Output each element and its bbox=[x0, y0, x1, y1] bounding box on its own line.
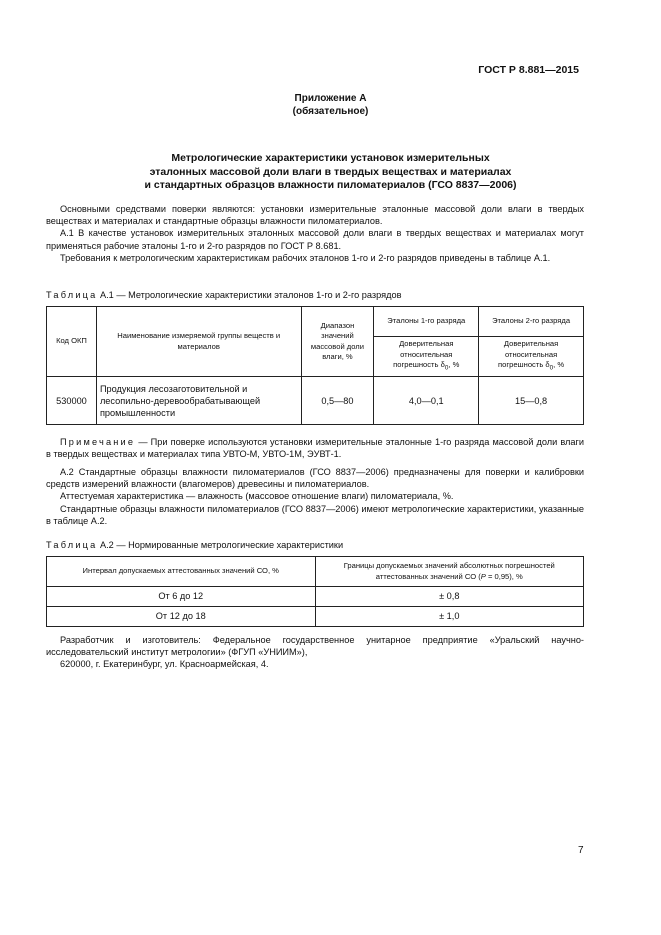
appendix-title: Приложение А bbox=[294, 93, 367, 104]
appendix-status: (обязательное) bbox=[292, 106, 369, 117]
table-a1 bbox=[46, 306, 584, 425]
paragraph: 620000, г. Екатеринбург, ул. Красноармейская, 4. bbox=[60, 659, 269, 670]
title-line: Метрологические характеристики установок измерительных bbox=[171, 152, 490, 164]
cell-interval: От 12 до 18 bbox=[47, 607, 316, 627]
paragraph: Основными средствами поверки являются: установки измерительные эталонные массовой доли влаги в твердых веществах и материалах и стандартные образцы влажности пиломатериалов. bbox=[46, 204, 584, 227]
table1-caption-text: А.1 — Метрологические характеристики эталонов 1-го и 2-го разрядов bbox=[97, 290, 402, 300]
header-interval: Интервал допускаемых аттестованных значений СО, % bbox=[47, 557, 316, 587]
section-title bbox=[0, 152, 661, 193]
appendix-heading bbox=[0, 92, 661, 118]
cell-name: Продукция лесозаготовительной и лесопильно-деревообрабатывающей промышленности bbox=[96, 377, 301, 425]
note bbox=[46, 436, 584, 460]
header-bounds: Границы допускаемых значений абсолютных погрешностей аттестованных значений СО (P = 0,95), % bbox=[315, 557, 584, 587]
paragraph: Аттестуемая характеристика — влажность (массовое отношение влаги) пиломатериала, %. bbox=[60, 491, 454, 502]
paragraph: А.1 В качестве установок измерительных эталонных массовой доли влаги в твердых веществах и материалах могут применяться рабочие эталоны 1-го и 2-го разрядов по ГОСТ Р 8.681. bbox=[46, 228, 584, 251]
table-row bbox=[47, 377, 584, 425]
cell-grade1: 4,0—0,1 bbox=[374, 377, 479, 425]
header-grade2: Эталоны 2-го разряда bbox=[479, 307, 584, 337]
header-name: Наименование измеряемой группы веществ и материалов bbox=[96, 307, 301, 377]
title-line: и стандартных образцов влажности пиломатериалов (ГСО 8837—2006) bbox=[144, 179, 517, 191]
page-number: 7 bbox=[578, 845, 584, 856]
developer-text bbox=[46, 634, 584, 671]
header-range: Диапазон значений массовой доли влаги, % bbox=[301, 307, 374, 377]
header-error-grade1: Доверительная относительная погрешность $\delta_0$, % bbox=[374, 337, 479, 377]
table-a2 bbox=[46, 556, 584, 627]
table2-caption-text: А.2 — Нормированные метрологические характеристики bbox=[97, 540, 344, 550]
header-grade1: Эталоны 1-го разряда bbox=[374, 307, 479, 337]
table-row bbox=[47, 587, 584, 607]
table1-caption-word: Таблица bbox=[46, 290, 98, 300]
cell-grade2: 15—0,8 bbox=[479, 377, 584, 425]
cell-interval: От 6 до 12 bbox=[47, 587, 316, 607]
paragraph: А.2 Стандартные образцы влажности пиломатериалов (ГСО 8837—2006) предназначены для поверки и калибровки средств измерений влажности (влагомеров) древесины и пиломатериалов. bbox=[46, 467, 584, 490]
paragraph: Стандартные образцы влажности пиломатериалов (ГСО 8837—2006) имеют метрологические характеристики, указанные в таблице А.2. bbox=[46, 503, 584, 526]
header-code: Код ОКП bbox=[47, 307, 97, 377]
document-header: ГОСТ Р 8.881—2015 bbox=[478, 64, 579, 76]
intro-text bbox=[46, 203, 584, 264]
cell-code: 530000 bbox=[47, 377, 97, 425]
a2-text bbox=[46, 466, 584, 527]
cell-bound: ± 1,0 bbox=[315, 607, 584, 627]
note-label: Примечание bbox=[60, 437, 136, 447]
table1-caption bbox=[46, 290, 401, 300]
header-error-grade2: Доверительная относительная погрешность $\delta_0$, % bbox=[479, 337, 584, 377]
table2-caption bbox=[46, 540, 343, 550]
cell-bound: ± 0,8 bbox=[315, 587, 584, 607]
table2-caption-word: Таблица bbox=[46, 540, 98, 550]
note-text: — При поверке используются установки измерительные эталонные 1-го разряда массовой доли влаги в твердых веществах и материалах типа УВТО-М, УВТО-1М, ЭУВТ-1. bbox=[46, 437, 584, 460]
paragraph: Требования к метрологическим характеристикам рабочих эталонов 1-го и 2-го разрядов приведены в таблице А.1. bbox=[60, 252, 551, 263]
cell-range: 0,5—80 bbox=[301, 377, 374, 425]
paragraph: Разработчик и изготовитель: Федеральное государственное унитарное предприятие «Уральский научно-исследовательский институт метрологии» (ФГУП «УНИИМ»), bbox=[46, 635, 584, 658]
title-line: эталонных массовой доли влаги в твердых веществах и материалах bbox=[149, 165, 512, 178]
table-row bbox=[47, 607, 584, 627]
